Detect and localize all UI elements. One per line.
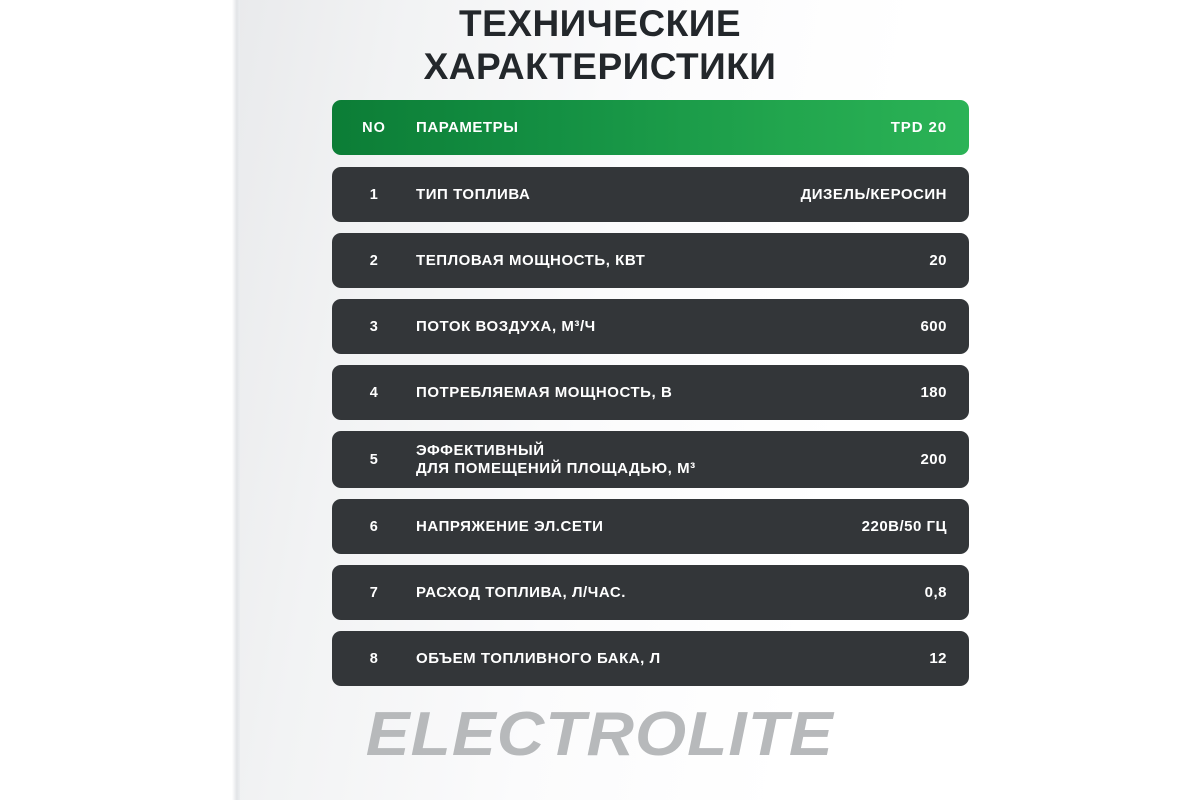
row-number: 3 (369, 318, 379, 335)
row-parameter: ОБЪЕМ ТОПЛИВНОГО БАКА, Л (416, 649, 661, 667)
row-value: 0,8 (924, 584, 947, 601)
table-row (332, 233, 969, 288)
header-cell-model: TPD 20 (890, 119, 947, 136)
row-number: 2 (369, 252, 379, 269)
row-parameter: ПОТОК ВОЗДУХА, М³/Ч (416, 317, 596, 335)
row-number: 8 (369, 650, 379, 667)
header-cell-no: NO (362, 119, 386, 136)
row-value: 200 (920, 451, 947, 468)
row-number: 1 (369, 186, 379, 203)
row-parameter: НАПРЯЖЕНИЕ ЭЛ.СЕТИ (416, 517, 604, 535)
header-cell-parameter: ПАРАМЕТРЫ (416, 118, 519, 136)
table-row (332, 299, 969, 354)
row-parameter-line-1: ЭФФЕКТИВНЫЙ (416, 441, 545, 459)
row-parameter-line-2: ДЛЯ ПОМЕЩЕНИЙ ПЛОЩАДЬЮ, М³ (416, 459, 696, 477)
row-parameter: ТЕПЛОВАЯ МОЩНОСТЬ, КВТ (416, 251, 646, 269)
row-value: ДИЗЕЛЬ/КЕРОСИН (800, 186, 947, 203)
page-title-line-2: ХАРАКТЕРИСТИКИ (423, 46, 777, 87)
brand-logo (0, 702, 1200, 768)
table-row (332, 565, 969, 620)
panel-edge-shadow (232, 0, 240, 800)
row-number: 7 (369, 584, 379, 601)
row-value: 20 (929, 252, 947, 269)
row-number: 6 (369, 518, 379, 535)
left-margin (0, 0, 238, 800)
row-value: 600 (920, 318, 947, 335)
page-title (0, 0, 1200, 88)
page-title-line-1: ТЕХНИЧЕСКИЕ (458, 3, 742, 44)
row-value: 180 (920, 384, 947, 401)
row-parameter (416, 442, 920, 478)
row-parameter: ПОТРЕБЛЯЕМАЯ МОЩНОСТЬ, В (416, 383, 673, 401)
table-row (332, 631, 969, 686)
row-parameter: ТИП ТОПЛИВА (416, 185, 531, 203)
row-value: 12 (929, 650, 947, 667)
table-row (332, 167, 969, 222)
table-header-row (332, 100, 969, 155)
table-row (332, 365, 969, 420)
brand-name: ELECTROLITE (365, 700, 835, 769)
row-value: 220В/50 ГЦ (861, 518, 947, 535)
specs-table (332, 100, 969, 697)
table-row (332, 499, 969, 554)
table-row (332, 431, 969, 488)
row-number: 4 (369, 384, 379, 401)
row-parameter: РАСХОД ТОПЛИВА, Л/ЧАС. (416, 583, 626, 601)
row-number: 5 (369, 451, 379, 468)
